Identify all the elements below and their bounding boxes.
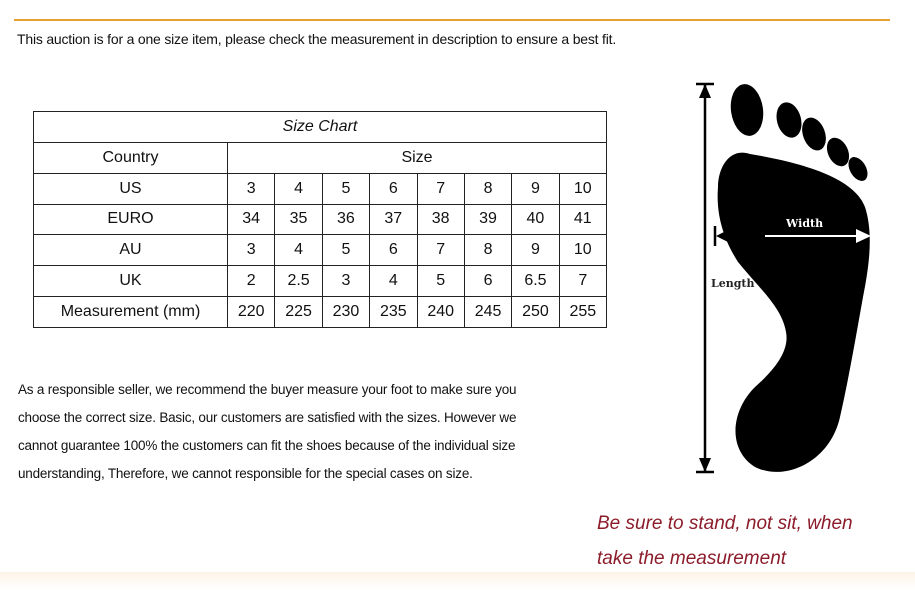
seller-note-line: understanding, Therefore, we cannot responsible for the special cases on size.	[18, 466, 473, 481]
size-cell: 7	[417, 173, 464, 204]
size-cell: 225	[275, 297, 322, 328]
size-cell: 7	[559, 266, 606, 297]
size-chart-row	[34, 266, 607, 297]
size-chart-title-row	[34, 112, 607, 143]
size-cell: 240	[417, 297, 464, 328]
size-cell: 8	[464, 173, 511, 204]
length-label: Length	[711, 277, 755, 290]
size-cell: 5	[417, 266, 464, 297]
size-cell: 3	[322, 266, 369, 297]
size-header: Size	[228, 142, 607, 173]
size-cell: 3	[228, 173, 275, 204]
size-chart-row	[34, 173, 607, 204]
size-cell: 4	[275, 235, 322, 266]
size-cell: 2.5	[275, 266, 322, 297]
seller-note-line: choose the correct size. Basic, our customers are satisfied with the sizes. However we	[18, 410, 517, 425]
size-chart-title: Size Chart	[34, 112, 607, 143]
bottom-fade	[0, 572, 915, 590]
size-cell: 41	[559, 204, 606, 235]
size-cell: 35	[275, 204, 322, 235]
advice-line: take the measurement	[597, 548, 787, 569]
size-cell: 6.5	[512, 266, 559, 297]
size-chart-row	[34, 235, 607, 266]
size-cell: 5	[322, 235, 369, 266]
size-cell: 4	[370, 266, 417, 297]
size-chart-table	[33, 111, 607, 328]
row-label: Measurement (mm)	[34, 297, 228, 328]
size-cell: 7	[417, 235, 464, 266]
size-cell: 255	[559, 297, 606, 328]
row-label: UK	[34, 266, 228, 297]
size-cell: 10	[559, 173, 606, 204]
size-cell: 8	[464, 235, 511, 266]
size-cell: 4	[275, 173, 322, 204]
measurement-advice	[597, 506, 853, 576]
size-cell: 5	[322, 173, 369, 204]
size-cell: 6	[370, 173, 417, 204]
size-cell: 245	[464, 297, 511, 328]
foot-measurement-diagram	[690, 72, 890, 482]
size-cell: 9	[512, 173, 559, 204]
size-cell: 36	[322, 204, 369, 235]
row-label: US	[34, 173, 228, 204]
seller-note	[18, 376, 628, 488]
advice-line: Be sure to stand, not sit, when	[597, 513, 853, 534]
size-cell: 38	[417, 204, 464, 235]
size-chart-row	[34, 297, 607, 328]
size-cell: 250	[512, 297, 559, 328]
size-cell: 37	[370, 204, 417, 235]
size-cell: 9	[512, 235, 559, 266]
row-label: AU	[34, 235, 228, 266]
top-divider	[14, 19, 890, 21]
size-chart-row	[34, 204, 607, 235]
size-cell: 6	[464, 266, 511, 297]
foot-silhouette	[718, 153, 870, 472]
size-cell: 3	[228, 235, 275, 266]
intro-text: This auction is for a one size item, please check the measurement in description to ensure a best fit.	[17, 31, 617, 47]
seller-note-line: cannot guarantee 100% the customers can fit the shoes because of the individual size	[18, 438, 516, 453]
country-header: Country	[34, 142, 228, 173]
seller-note-line: As a responsible seller, we recommend the buyer measure your foot to make sure you	[18, 382, 517, 397]
size-cell: 230	[322, 297, 369, 328]
size-chart-header-row	[34, 142, 607, 173]
size-cell: 2	[228, 266, 275, 297]
size-cell: 10	[559, 235, 606, 266]
width-label: Width	[786, 217, 824, 230]
size-chart-body	[34, 173, 607, 327]
size-cell: 40	[512, 204, 559, 235]
row-label: EURO	[34, 204, 228, 235]
size-cell: 34	[228, 204, 275, 235]
size-cell: 220	[228, 297, 275, 328]
size-cell: 39	[464, 204, 511, 235]
size-cell: 235	[370, 297, 417, 328]
size-cell: 6	[370, 235, 417, 266]
